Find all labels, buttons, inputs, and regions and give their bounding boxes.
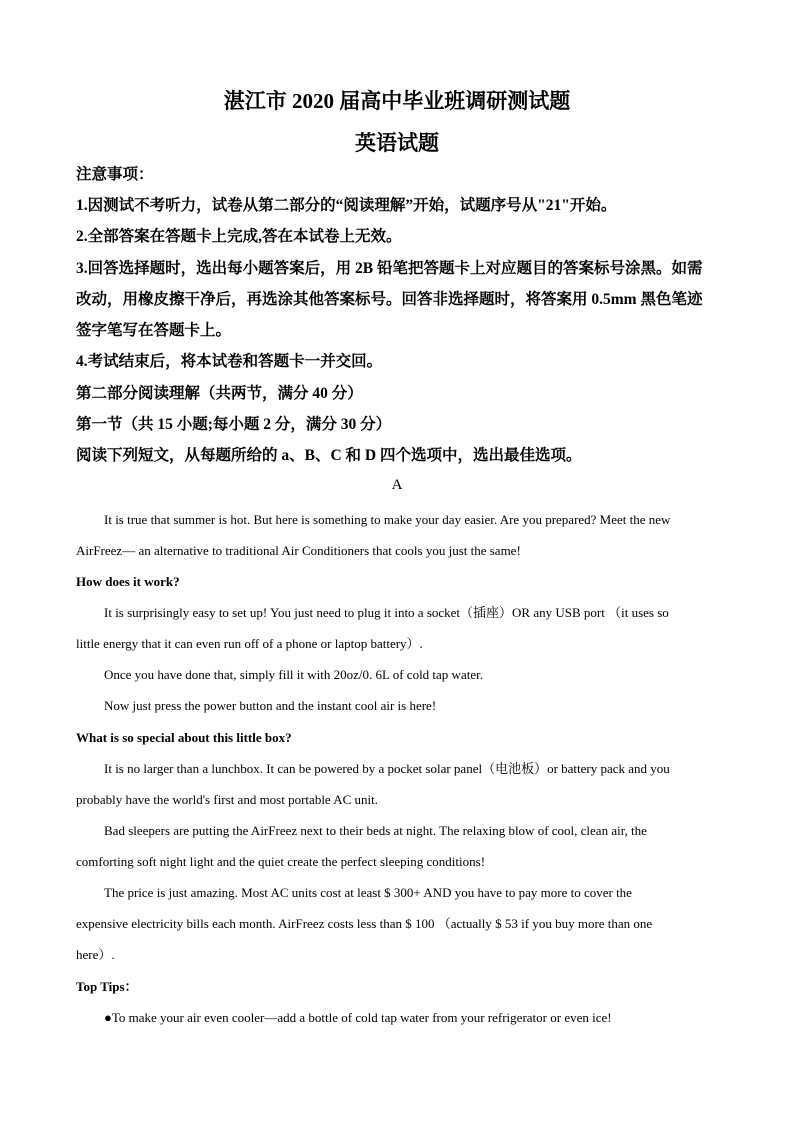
instruction-item-3-line-3: 签字笔写在答题卡上。: [76, 322, 232, 339]
instruction-item-3-line-2: 改动，用橡皮擦干净后，再选涂其他答案标号。回答非选择题时，将答案用 0.5mm 黑色笔迹: [76, 291, 703, 308]
tip-1: ●To make your air even cooler—add a bottle of cold tap water from your refrigerator or even ice!: [104, 1010, 612, 1025]
paragraph-7-line-2: expensive electricity bills each month. AirFreez costs less than $ 100 （actually $ 53 if you buy more than one: [76, 916, 653, 931]
section-1-heading: 第一节（共 15 小题;每小题 2 分，满分 30 分）: [76, 416, 392, 433]
paragraph-5-line-2: probably have the world's first and most portable AC unit.: [76, 792, 379, 807]
instruction-item-3-line-1: 3.回答选择题时，选出每小题答案后，用 2B 铅笔把答题卡上对应题目的答案标号涂黑。如需: [76, 260, 703, 277]
instruction-item-1: 1.因测试不考听力，试卷从第二部分的“阅读理解”开始，试题序号从"21"开始。: [76, 197, 617, 214]
paragraph-2-line-2: little energy that it can even run off of a phone or laptop battery）.: [76, 636, 423, 651]
instructions-heading: 注意事项：: [76, 166, 154, 183]
paragraph-1-line-1: It is true that summer is hot. But here is something to make your day easier. Are you prepared? Meet the new: [104, 512, 671, 527]
paragraph-7-line-1: The price is just amazing. Most AC units cost at least $ 300+ AND you have to pay more to cover the: [104, 885, 632, 900]
paragraph-6-line-2: comforting soft night light and the quiet create the perfect sleeping conditions!: [76, 854, 486, 869]
directions: 阅读下列短文，从每题所给的 a、B、C 和 D 四个选项中，选出最佳选项。: [76, 447, 582, 464]
exam-title: 湛江市 2020 届高中毕业班调研测试题: [223, 89, 571, 113]
instruction-item-4: 4.考试结束后，将本试卷和答题卡一并交回。: [76, 353, 383, 370]
heading-what-is-special: What is so special about this little box?: [76, 730, 292, 745]
paragraph-6-line-1: Bad sleepers are putting the AirFreez next to their beds at night. The relaxing blow of cool, clean air, the: [104, 823, 647, 838]
paragraph-7-line-3: here）.: [76, 947, 115, 962]
paragraph-1-line-2: AirFreez— an alternative to traditional Air Conditioners that cools you just the same!: [76, 543, 521, 558]
heading-top-tips: Top Tips：: [76, 979, 138, 994]
paragraph-5-line-1: It is no larger than a lunchbox. It can be powered by a pocket solar panel（电池板）or battery pack and you: [104, 761, 670, 776]
instruction-item-2: 2.全部答案在答题卡上完成,答在本试卷上无效。: [76, 228, 402, 245]
heading-how-it-works: How does it work?: [76, 574, 180, 589]
exam-subtitle: 英语试题: [355, 131, 439, 155]
paragraph-2-line-1: It is surprisingly easy to set up! You just need to plug it into a socket（插座）OR any USB port （it uses so: [104, 605, 669, 620]
paragraph-3: Once you have done that, simply fill it with 20oz/0. 6L of cold tap water.: [104, 667, 483, 682]
part-2-heading: 第二部分阅读理解（共两节，满分 40 分）: [76, 385, 363, 402]
passage-label: A: [391, 477, 403, 493]
paragraph-4: Now just press the power button and the instant cool air is here!: [104, 698, 437, 713]
